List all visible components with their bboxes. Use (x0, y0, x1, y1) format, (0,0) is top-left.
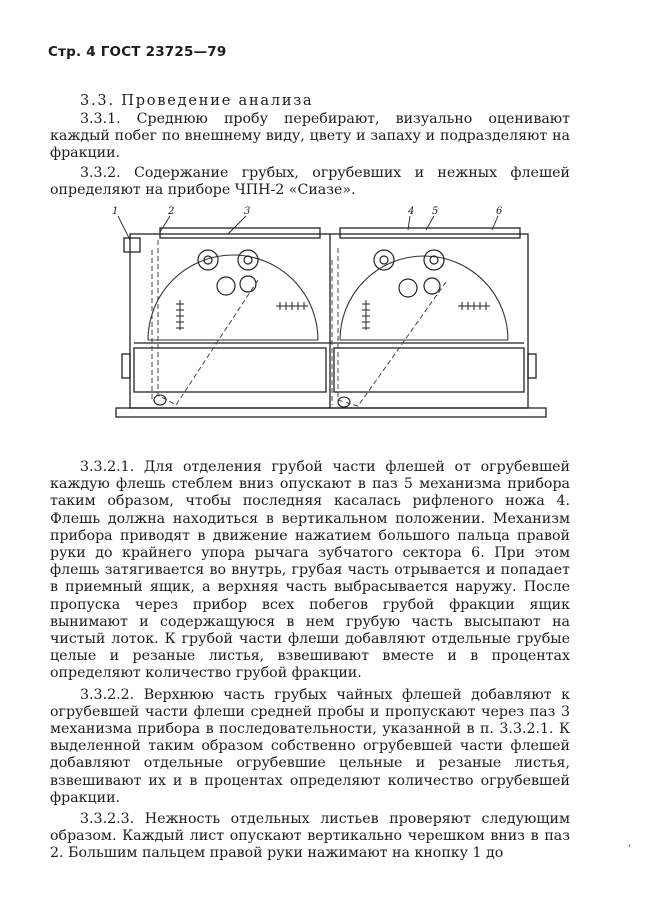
gear-left-1 (217, 277, 235, 295)
roller-right-2 (424, 250, 444, 270)
roller-left-2 (238, 250, 258, 270)
drawer-right (334, 348, 524, 392)
fig-label-3: 3 (244, 206, 251, 217)
spring-left-1 (176, 300, 184, 330)
paragraph-3-3-2: 3.3.2. Содержание грубых, огрубевших и нежных флешей определяют на приборе ЧПН-2 «Сиазе». (50, 164, 570, 198)
text-block-bottom (50, 459, 570, 863)
pivot-right (338, 397, 350, 407)
fig-label-1: 1 (112, 206, 119, 217)
pivot-left (154, 395, 166, 405)
lever-path-right (338, 248, 446, 406)
device-figure (108, 200, 554, 432)
spring-right-2 (458, 302, 490, 310)
page-header: Стр. 4 ГОСТ 23725—79 (48, 44, 227, 60)
paragraph-3-3-1: 3.3.1. Среднюю пробу перебирают, визуально оценивают каждый побег по внешнему виду, цвету и запаху и подразделяют на фракции. (50, 111, 570, 162)
fig-label-5: 5 (432, 206, 439, 217)
top-bar-left (160, 228, 320, 238)
section-title: 3.3. Проведение анализа (80, 93, 314, 109)
side-knob-left (122, 354, 130, 378)
gear-right-1 (399, 279, 417, 297)
spring-left-2 (276, 302, 308, 310)
paragraph-3-3-2-2: 3.3.2.2. Верхнюю часть грубых чайных флешей добавляют к огрубевшей части флеши средней пробы и пропускают через паз 3 механизма прибора в последовательности, указанной в п. 3.3.2.1. К выделенной таким образом собственно огрубевшей части флешей добавляют отдельные огрубевшие цельные и резаные листья, взвешивают их и в процентах определяют количество огрубевшей фракции. (50, 686, 570, 806)
roller-right-1 (374, 250, 394, 270)
paragraph-3-3-2-1: 3.3.2.1. Для отделения грубой части флешей от огрубевшей каждую флешь стеблем вниз опускают в паз 5 механизма прибора таким образом, чтобы последняя касалась рифленого ножа 4. Флешь должна находиться в вертикальном положении. Механизм прибора приводят в движение нажатием большого пальца правой руки до крайнего упора рычага зубчатого сектора 6. При этом флешь затягивается во внутрь, грубая часть отрывается и попадает в приемный ящик, а верхняя часть выбрасывается наружу. После пропуска через прибор всех побегов грубой фракции ящик вынимают и содержащуюся в нем грубую часть высыпают на чистый лоток. К грубой части флеши добавляют отдельные грубые целые и резаные листья, взвешивают вместе и в процентах определяют количество грубой фракции. (50, 459, 570, 682)
lever-path-left (158, 240, 258, 405)
margin-mark: , (628, 836, 632, 849)
gear-right-2 (424, 278, 440, 294)
roller-left-1 (198, 250, 218, 270)
outer-frame (130, 234, 528, 408)
button-1 (124, 238, 140, 252)
sector-arc-right (340, 256, 508, 340)
base-plate (116, 408, 546, 417)
sector-arc-left (148, 255, 318, 340)
spring-right-1 (362, 300, 370, 330)
gear-left-2 (240, 276, 256, 292)
text-block-top (50, 111, 570, 199)
top-bar-right (340, 228, 520, 238)
drawer-left (134, 348, 326, 392)
fig-label-4: 4 (408, 206, 415, 217)
fig-label-2: 2 (168, 206, 175, 217)
fig-label-6: 6 (496, 206, 503, 217)
device-drawing (108, 200, 554, 432)
side-knob-right (528, 354, 536, 378)
paragraph-3-3-2-3: 3.3.2.3. Нежность отдельных листьев проверяют следующим образом. Каждый лист опускают вертикально черешком вниз в паз 2. Большим пальцем правой руки нажимают на кнопку 1 до (50, 811, 570, 862)
